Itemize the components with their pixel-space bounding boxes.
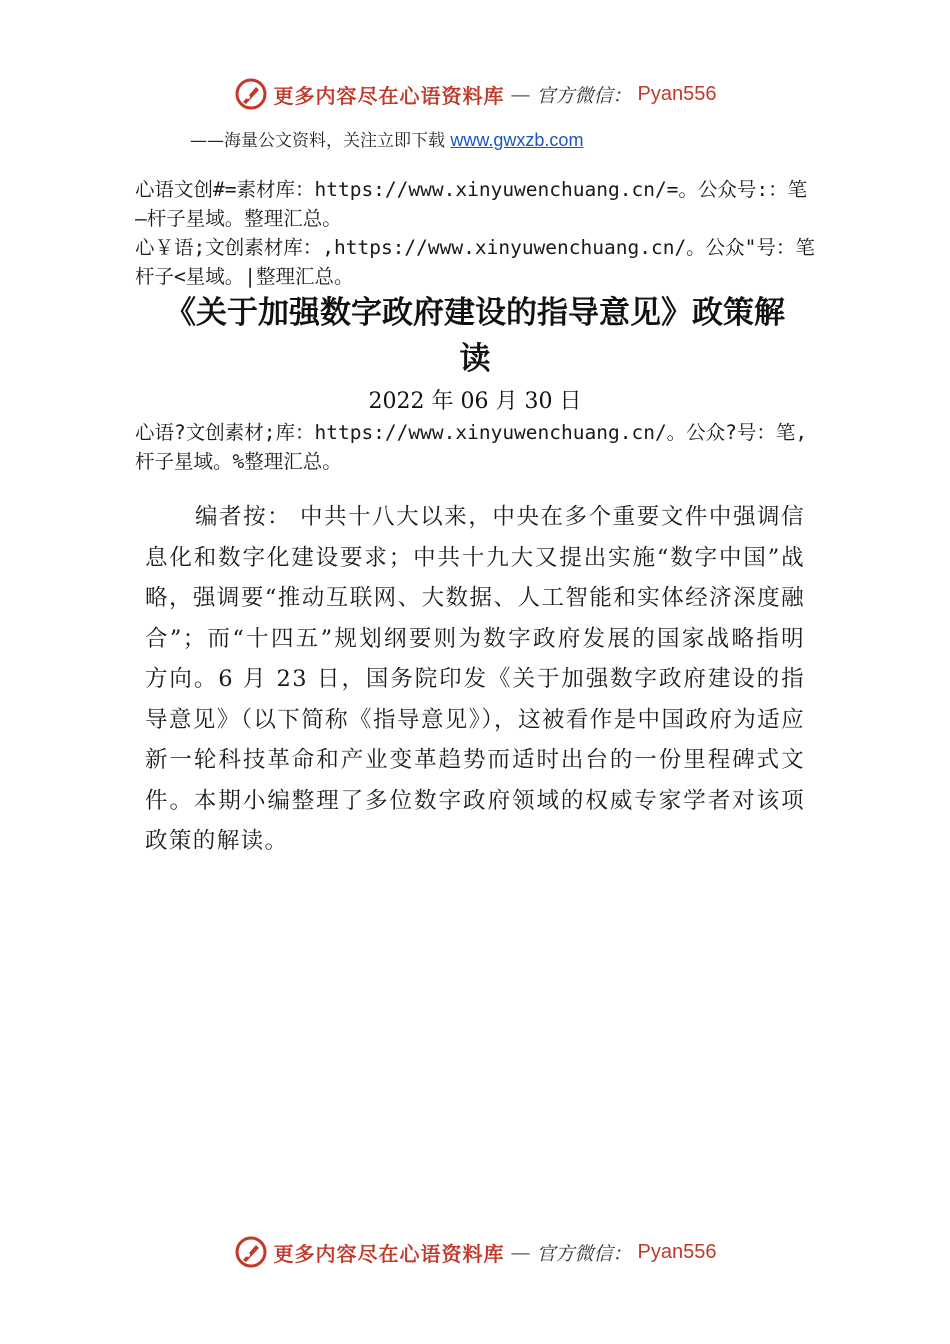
document-title: 《关于加强数字政府建设的指导意见》政策解读 (165, 295, 785, 377)
download-subtitle (190, 126, 583, 151)
pen-nib-logo-icon (234, 1235, 268, 1269)
banner-slogan: 更多内容尽在心语资料库 (273, 1241, 505, 1266)
banner-dash: — (510, 82, 531, 106)
subtitle-text: ——海量公文资料，关注立即下载 (190, 131, 451, 151)
banner-dash: — (510, 1240, 531, 1264)
pen-nib-logo-icon (234, 77, 268, 111)
watermark-line: 心语?文创素材;库：https://www.xinyuwenchuang.cn/。公众?号：笔,杆子星域。%整理汇总。 (135, 421, 808, 473)
watermark-line: 心语文创#=素材库：https://www.xinyuwenchuang.cn/=。公众号:：笔—杆子星域。整理汇总。 (135, 178, 808, 230)
document-date: 2022 年 06 月 30 日 (368, 389, 582, 414)
download-link[interactable]: www.gwxzb.com (450, 130, 584, 150)
banner-slogan: 更多内容尽在心语资料库 (273, 83, 505, 108)
banner-wechat-id: Pyan556 (637, 1240, 717, 1263)
banner-wechat-label: 官方微信： (536, 1242, 632, 1265)
footer-banner (0, 1230, 950, 1274)
editor-note-paragraph: 编者按： 中共十八大以来，中央在多个重要文件中强调信息化和数字化建设要求；中共十九大又提出实施“数字中国”战略，强调要“推动互联网、大数据、人工智能和实体经济深度融合”；而“十四五”规划纲要则为数字政府发展的国家战略指明方向。6 月 23 日，国务院印发《关于加强数字政府建设的指导意见》（以下简称《指导意见》），这被看作是中国政府为适应新一轮科技革命和产业变革趋势而适时出台的一份里程碑式文件。本期小编整理了多位数字政府领域的权威专家学者对该项政策的解读。 (145, 504, 805, 854)
banner-wechat-label: 官方微信： (536, 84, 632, 107)
banner-wechat-id: Pyan556 (637, 82, 717, 105)
watermark-line: 心￥语;文创素材库：,https://www.xinyuwenchuang.cn/。公众"号：笔杆子<星域。|整理汇总。 (135, 236, 815, 288)
header-banner (0, 72, 950, 116)
